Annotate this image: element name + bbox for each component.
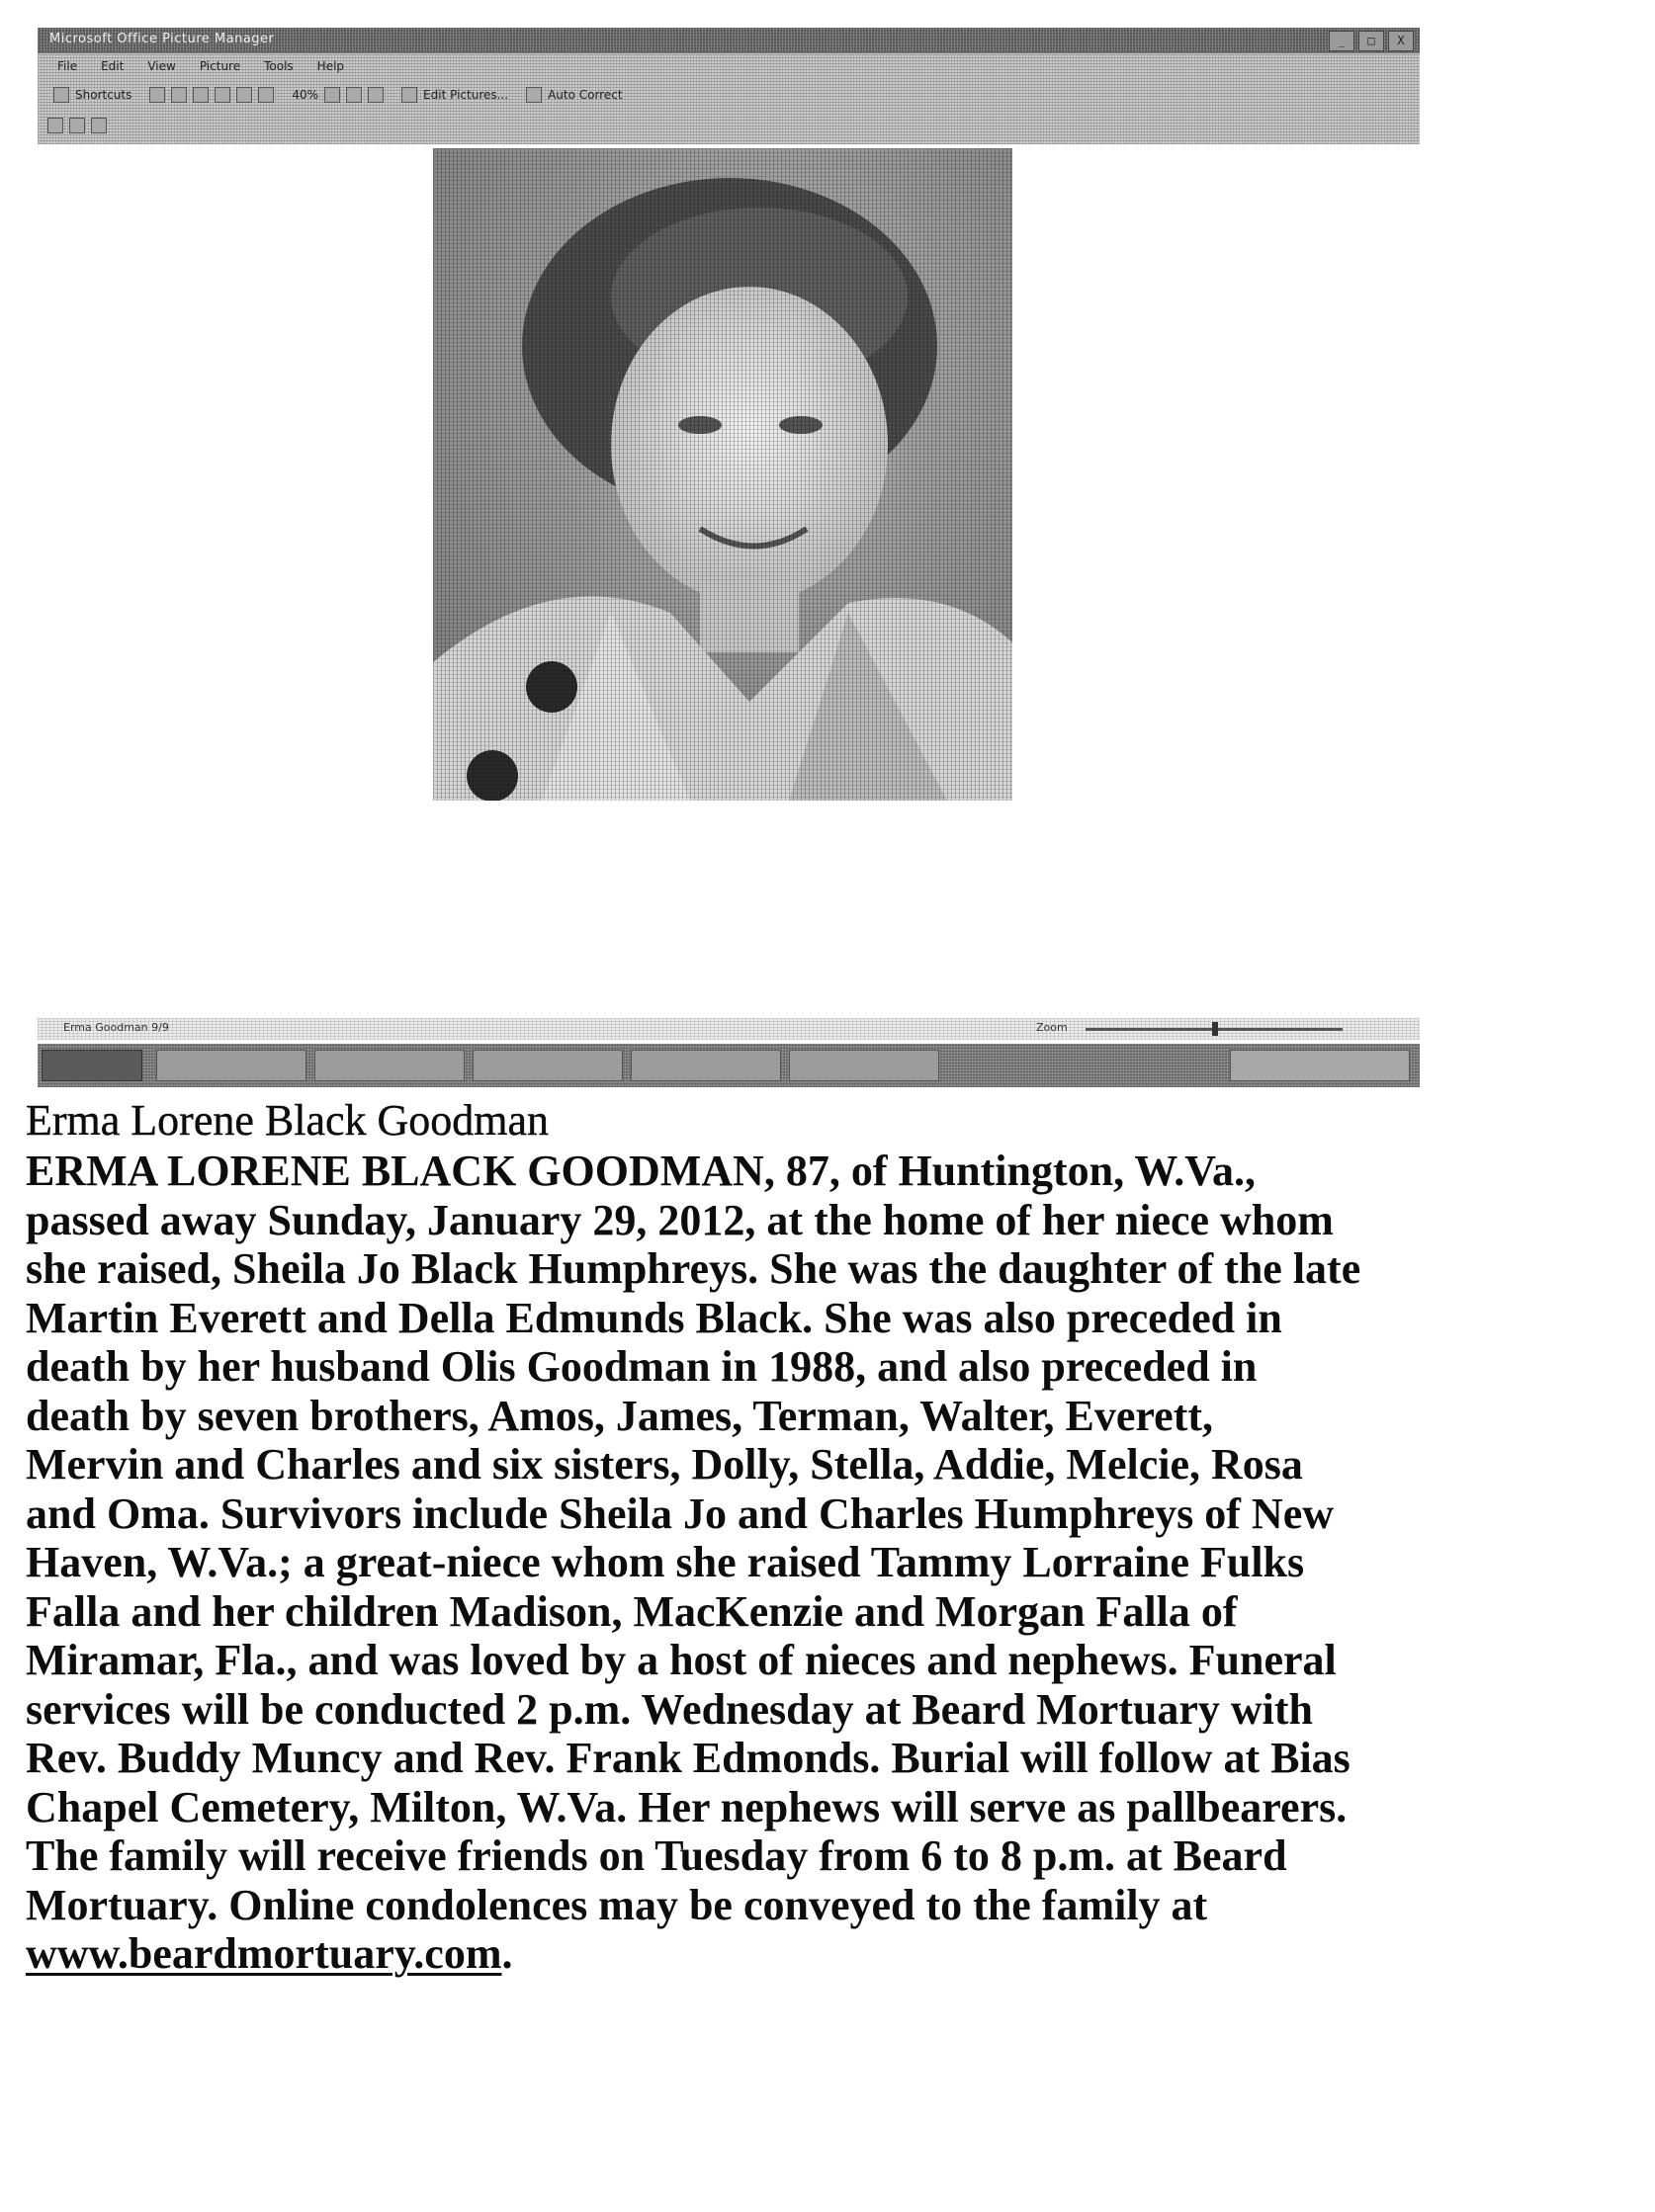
delete-icon[interactable] bbox=[258, 87, 274, 103]
start-button[interactable] bbox=[42, 1050, 142, 1081]
window-title: Microsoft Office Picture Manager bbox=[49, 32, 275, 46]
obituary-body bbox=[26, 1147, 1647, 1979]
menu-bar bbox=[38, 55, 1420, 77]
shortcuts-group[interactable] bbox=[53, 87, 131, 103]
copy-icon[interactable] bbox=[171, 87, 187, 103]
title-bar bbox=[38, 28, 1420, 53]
taskbar-items bbox=[156, 1050, 939, 1081]
status-file-name: Erma Goodman 9/9 bbox=[63, 1021, 169, 1034]
edit-pictures-icon bbox=[401, 87, 417, 103]
shortcuts-icon bbox=[53, 87, 69, 103]
obituary-heading: Erma Lorene Black Goodman bbox=[26, 1096, 550, 1145]
edit-pictures-button[interactable] bbox=[401, 87, 508, 103]
taskbar-item[interactable] bbox=[631, 1050, 781, 1081]
thumbnail-view-icon[interactable] bbox=[47, 118, 63, 133]
obituary-line: Martin Everett and Della Edmunds Black. She was also preceded in bbox=[26, 1293, 1282, 1342]
menu-picture[interactable]: Picture bbox=[199, 59, 241, 73]
obituary-line: services will be conducted 2 p.m. Wednesday at Beard Mortuary with bbox=[26, 1684, 1314, 1734]
toolbar bbox=[38, 81, 1420, 109]
save-icon[interactable] bbox=[149, 87, 165, 103]
filmstrip-view-icon[interactable] bbox=[69, 118, 85, 133]
obituary-line: passed away Sunday, January 29, 2012, at the home of her niece whom bbox=[26, 1195, 1334, 1244]
obituary-link-line bbox=[26, 1929, 1647, 1979]
taskbar-item[interactable] bbox=[156, 1050, 306, 1081]
app-window-chrome bbox=[38, 28, 1420, 144]
obituary-line: and Oma. Survivors include Sheila Jo and Charles Humphreys of New bbox=[26, 1489, 1335, 1538]
close-button[interactable]: X bbox=[1388, 31, 1414, 51]
zoom-dropdown-icon[interactable] bbox=[324, 87, 340, 103]
maximize-button[interactable]: □ bbox=[1358, 31, 1384, 51]
zoom-slider-handle[interactable] bbox=[1212, 1022, 1218, 1036]
rotate-right-icon[interactable] bbox=[368, 87, 384, 103]
auto-correct-label: Auto Correct bbox=[548, 88, 623, 102]
obituary-line: Miramar, Fla., and was loved by a host of nieces and nephews. Funeral bbox=[26, 1636, 1337, 1684]
menu-help[interactable]: Help bbox=[316, 59, 345, 73]
menu-view[interactable]: View bbox=[147, 59, 176, 73]
portrait-photo-graphic bbox=[433, 148, 1012, 801]
taskbar-item[interactable] bbox=[314, 1050, 465, 1081]
zoom-group[interactable] bbox=[292, 87, 384, 103]
obituary-line: Mervin and Charles and six sisters, Dolly, Stella, Addie, Melcie, Rosa bbox=[26, 1440, 1303, 1489]
obituary bbox=[26, 1095, 1647, 1979]
auto-correct-icon bbox=[526, 87, 542, 103]
redo-icon[interactable] bbox=[236, 87, 252, 103]
edit-pictures-label: Edit Pictures... bbox=[423, 88, 509, 102]
single-view-icon[interactable] bbox=[91, 118, 107, 133]
obituary-line: ERMA LORENE BLACK GOODMAN, 87, of Huntington, W.Va., bbox=[26, 1147, 1257, 1195]
shortcuts-label: Shortcuts bbox=[75, 88, 132, 102]
obituary-line: death by seven brothers, Amos, James, Terman, Walter, Everett, bbox=[26, 1391, 1213, 1440]
obituary-line: death by her husband Olis Goodman in 1988, and also preceded in bbox=[26, 1342, 1258, 1391]
auto-correct-button[interactable] bbox=[526, 87, 622, 103]
view-toolbar bbox=[38, 113, 1420, 138]
minimize-button[interactable]: _ bbox=[1329, 31, 1354, 51]
obituary-line: Mortuary. Online condolences may be conveyed to the family at bbox=[26, 1880, 1208, 1929]
link-suffix: . bbox=[501, 1929, 513, 1978]
paste-icon[interactable] bbox=[193, 87, 209, 103]
portrait-photo bbox=[433, 148, 1012, 801]
status-zoom-label: Zoom bbox=[1036, 1021, 1068, 1034]
taskbar-item[interactable] bbox=[789, 1050, 939, 1081]
status-bar bbox=[38, 1018, 1420, 1040]
mortuary-website-link[interactable]: www.beardmortuary.com bbox=[26, 1929, 502, 1978]
zoom-value[interactable]: 40% bbox=[292, 88, 319, 102]
undo-icon[interactable] bbox=[215, 87, 230, 103]
taskbar-item[interactable] bbox=[473, 1050, 623, 1081]
obituary-line: The family will receive friends on Tuesday from 6 to 8 p.m. at Beard bbox=[26, 1831, 1287, 1880]
rotate-left-icon[interactable] bbox=[346, 87, 362, 103]
obituary-line: Haven, W.Va.; a great-niece whom she raised Tammy Lorraine Fulks bbox=[26, 1538, 1305, 1586]
menu-edit[interactable]: Edit bbox=[101, 59, 125, 73]
menu-tools[interactable]: Tools bbox=[264, 59, 294, 73]
window-controls bbox=[1329, 31, 1414, 51]
obituary-line: she raised, Sheila Jo Black Humphreys. She was the daughter of the late bbox=[26, 1244, 1361, 1293]
toolbar-icon-group-1 bbox=[149, 87, 274, 103]
obituary-line: Falla and her children Madison, MacKenzie and Morgan Falla of bbox=[26, 1586, 1238, 1636]
taskbar bbox=[38, 1044, 1420, 1087]
menu-file[interactable]: File bbox=[57, 59, 78, 73]
obituary-line: Rev. Buddy Muncy and Rev. Frank Edmonds. Burial will follow at Bias bbox=[26, 1734, 1350, 1782]
system-tray[interactable] bbox=[1230, 1050, 1410, 1081]
obituary-line: Chapel Cemetery, Milton, W.Va. Her nephews will serve as pallbearers. bbox=[26, 1782, 1348, 1831]
